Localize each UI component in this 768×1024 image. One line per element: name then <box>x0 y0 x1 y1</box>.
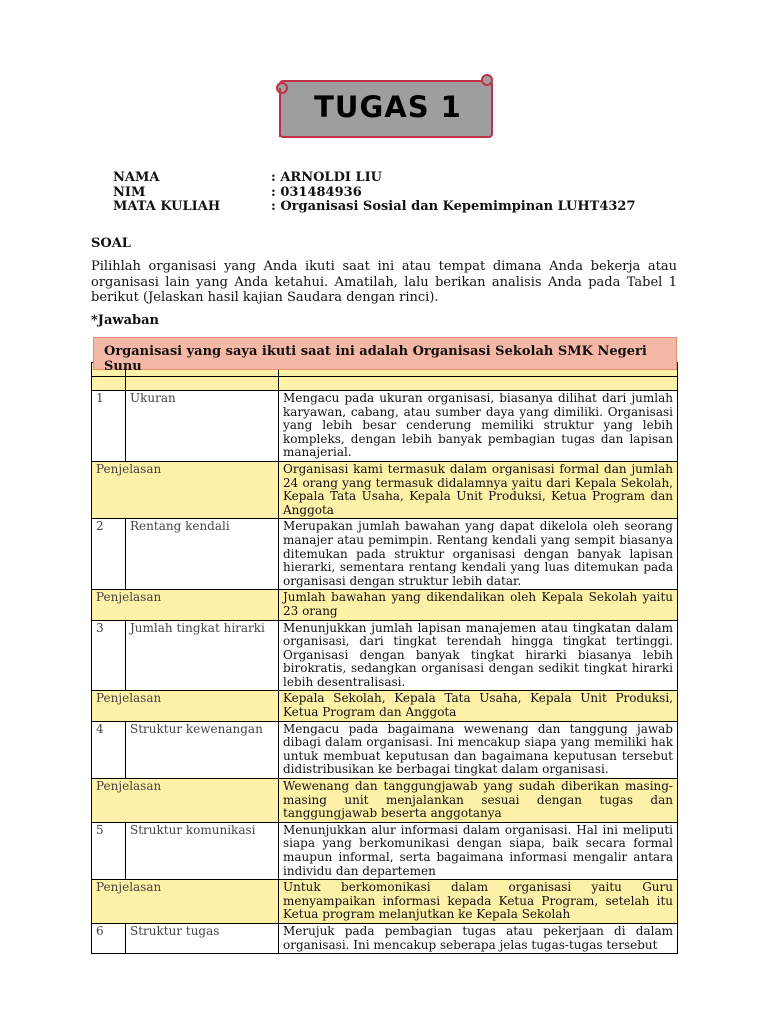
explanation-label: Penjelasan <box>92 779 279 823</box>
row-number: 1 <box>92 391 126 462</box>
identity-value: : 031484936 <box>271 184 362 200</box>
row-number: 4 <box>92 721 126 778</box>
identity-row <box>113 171 636 186</box>
explanation-label: Penjelasan <box>92 590 279 620</box>
analysis-table <box>91 362 678 954</box>
organization-callout: Organisasi yang saya ikuti saat ini adalah Organisasi Sekolah SMK Negeri Sunu <box>93 337 677 370</box>
row-aspect: Jumlah tingkat hirarki <box>126 620 279 691</box>
identity-value: : ARNOLDI LIU <box>271 170 383 185</box>
explanation-row <box>92 880 678 924</box>
row-number: 2 <box>92 519 126 590</box>
row-description: Mengacu pada bagaimana wewenang dan tanggung jawab dibagi dalam organisasi. Ini mencakup siapa yang memiliki hak untuk membuat keputusan dan bagaimana keputusan tersebut didistribusikan ke berbagai tingkat dalam organisasi. <box>279 721 678 778</box>
explanation-text: Organisasi kami termasuk dalam organisasi formal dan jumlah 24 orang yang termasuk didalamnya yaitu dari Kepala Sekolah, Kepala Tata Usaha, Kepala Unit Produksi, Ketua Program dan Anggota <box>279 461 678 518</box>
row-aspect: Struktur tugas <box>126 923 279 953</box>
table-row <box>92 721 678 778</box>
explanation-text: Untuk berkomonikasi dalam organisasi yaitu Guru menyampaikan informasi kepada Ketua Program, setelah itu Ketua program melanjutkan ke Kepala Sekolah <box>279 880 678 924</box>
identity-block <box>113 171 636 215</box>
identity-label: NIM <box>113 184 146 200</box>
table-row <box>92 620 678 691</box>
table-subheader-row <box>92 377 678 391</box>
soal-text: Pilihlah organisasi yang Anda ikuti saat ini atau tempat dimana Anda bekerja atau organisasi lain yang Anda ketahui. Amatilah, lalu berikan analisis Anda pada Tabel 1 berikut (Jelaskan hasil kajian Saudara dengan rinci). <box>91 259 677 305</box>
explanation-text: Wewenang dan tanggungjawab yang sudah diberikan masing-masing unit menjalankan sesuai dengan tugas dan tanggungjawab beserta anggotanya <box>279 779 678 823</box>
explanation-text: Jumlah bawahan yang dikendalikan oleh Kepala Sekolah yaitu 23 orang <box>279 590 678 620</box>
identity-value: : Organisasi Sosial dan Kepemimpinan LUHT4327 <box>271 199 636 214</box>
table-row <box>92 391 678 462</box>
explanation-row <box>92 461 678 518</box>
identity-label: MATA KULIAH <box>113 199 221 214</box>
row-description: Mengacu pada ukuran organisasi, biasanya dilihat dari jumlah karyawan, cabang, atau sumber daya yang dimiliki. Organisasi yang lebih besar cenderung memiliki struktur yang lebih kompleks, dengan lebih banyak pembagian tugas dan lapisan manajerial. <box>279 391 678 462</box>
row-description: Merupakan jumlah bawahan yang dapat dikelola oleh seorang manajer atau pemimpin. Rentang kendali yang sempit biasanya ditemukan pada struktur organisasi dengan banyak lapisan hierarki, sementara rentang kendali yang luas ditemukan pada organisasi dengan struktur lebih datar. <box>279 519 678 590</box>
page-title: TUGAS 1 <box>314 90 462 124</box>
row-aspect: Struktur komunikasi <box>126 822 279 879</box>
explanation-label: Penjelasan <box>92 691 279 721</box>
identity-label: NAMA <box>113 170 160 185</box>
table-row <box>92 822 678 879</box>
title-banner <box>270 74 498 142</box>
row-description: Merujuk pada pembagian tugas atau pekerjaan di dalam organisasi. Ini mencakup seberapa jelas tugas-tugas tersebut <box>279 923 678 953</box>
identity-row <box>113 200 636 215</box>
explanation-text: Kepala Sekolah, Kepala Tata Usaha, Kepala Unit Produksi, Ketua Program dan Anggota <box>279 691 678 721</box>
explanation-row <box>92 691 678 721</box>
jawaban-label: *Jawaban <box>91 313 159 328</box>
row-number: 6 <box>92 923 126 953</box>
row-aspect: Rentang kendali <box>126 519 279 590</box>
explanation-row <box>92 590 678 620</box>
row-description: Menunjukkan jumlah lapisan manajemen atau tingkatan dalam organisasi, dari tingkat terendah hingga tingkat tertinggi. Organisasi dengan banyak tingkat hirarki biasanya lebih birokratis, sedangkan organisasi dengan sedikit tingkat hirarki lebih desentralisasi. <box>279 620 678 691</box>
row-number: 5 <box>92 822 126 879</box>
explanation-label: Penjelasan <box>92 880 279 924</box>
soal-heading: SOAL <box>91 236 131 251</box>
identity-row <box>113 186 636 201</box>
table-row <box>92 519 678 590</box>
row-number: 3 <box>92 620 126 691</box>
explanation-label: Penjelasan <box>92 461 279 518</box>
explanation-row <box>92 779 678 823</box>
row-aspect: Struktur kewenangan <box>126 721 279 778</box>
table-row <box>92 923 678 953</box>
row-description: Menunjukkan alur informasi dalam organisasi. Hal ini meliputi siapa yang berkomunikasi dengan siapa, baik secara formal maupun informal, serta bagaimana informasi mengalir antara individu dan departemen <box>279 822 678 879</box>
row-aspect: Ukuran <box>126 391 279 462</box>
